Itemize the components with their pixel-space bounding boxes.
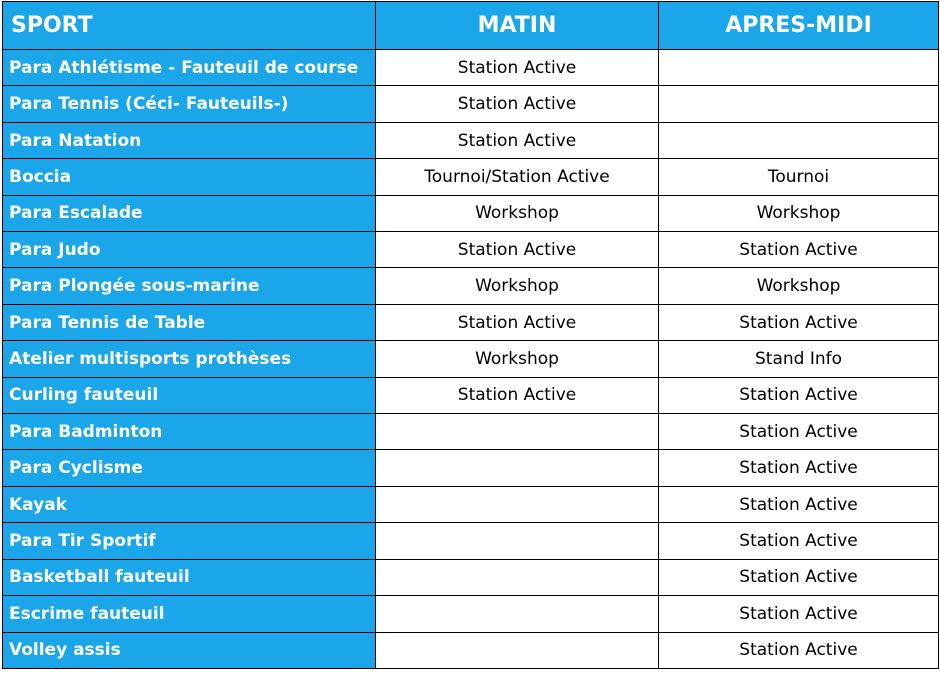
sport-cell: Para Tir Sportif [3, 523, 376, 559]
header-apres-midi: APRES-MIDI [659, 2, 939, 50]
sport-cell: Para Judo [3, 232, 376, 268]
table-row [3, 450, 939, 486]
apres-midi-cell: Station Active [659, 632, 939, 669]
matin-cell: Tournoi/Station Active [376, 159, 659, 195]
table-row [3, 304, 939, 340]
matin-cell: Station Active [376, 377, 659, 413]
apres-midi-cell: Station Active [659, 232, 939, 268]
matin-cell [376, 486, 659, 522]
matin-cell: Station Active [376, 122, 659, 158]
sport-cell: Boccia [3, 159, 376, 195]
apres-midi-cell: Workshop [659, 195, 939, 231]
matin-cell: Station Active [376, 304, 659, 340]
table-row [3, 596, 939, 632]
sport-cell: Volley assis [3, 632, 376, 669]
sport-cell: Para Badminton [3, 414, 376, 450]
matin-cell: Workshop [376, 195, 659, 231]
table-row [3, 268, 939, 304]
table-row [3, 377, 939, 413]
matin-cell: Station Active [376, 50, 659, 86]
apres-midi-cell: Station Active [659, 450, 939, 486]
sport-cell: Basketball fauteuil [3, 559, 376, 595]
sport-cell: Para Athlétisme - Fauteuil de course [3, 50, 376, 86]
apres-midi-cell: Station Active [659, 414, 939, 450]
table-row [3, 50, 939, 86]
apres-midi-cell: Stand Info [659, 341, 939, 377]
matin-cell [376, 450, 659, 486]
apres-midi-cell: Station Active [659, 559, 939, 595]
table-body [3, 50, 939, 669]
matin-cell [376, 414, 659, 450]
matin-cell: Station Active [376, 86, 659, 122]
table-row [3, 341, 939, 377]
matin-cell [376, 596, 659, 632]
table-row [3, 486, 939, 522]
sport-cell: Kayak [3, 486, 376, 522]
header-row [3, 2, 939, 50]
sport-cell: Para Natation [3, 122, 376, 158]
apres-midi-cell: Station Active [659, 596, 939, 632]
matin-cell: Station Active [376, 232, 659, 268]
matin-cell [376, 632, 659, 669]
table-row [3, 523, 939, 559]
matin-cell: Workshop [376, 341, 659, 377]
table-row [3, 414, 939, 450]
sport-cell: Curling fauteuil [3, 377, 376, 413]
header-matin: MATIN [376, 2, 659, 50]
apres-midi-cell: Station Active [659, 523, 939, 559]
apres-midi-cell: Station Active [659, 304, 939, 340]
sport-cell: Para Tennis de Table [3, 304, 376, 340]
apres-midi-cell [659, 50, 939, 86]
apres-midi-cell [659, 86, 939, 122]
header-sport: SPORT [3, 2, 376, 50]
sport-cell: Para Escalade [3, 195, 376, 231]
matin-cell: Workshop [376, 268, 659, 304]
apres-midi-cell: Station Active [659, 377, 939, 413]
matin-cell [376, 523, 659, 559]
schedule-table [2, 1, 939, 669]
sport-cell: Escrime fauteuil [3, 596, 376, 632]
table-row [3, 86, 939, 122]
apres-midi-cell [659, 122, 939, 158]
table-row [3, 122, 939, 158]
sport-cell: Atelier multisports prothèses [3, 341, 376, 377]
sport-cell: Para Plongée sous-marine [3, 268, 376, 304]
table-row [3, 232, 939, 268]
sport-cell: Para Cyclisme [3, 450, 376, 486]
apres-midi-cell: Station Active [659, 486, 939, 522]
table-row [3, 159, 939, 195]
apres-midi-cell: Workshop [659, 268, 939, 304]
table-row [3, 195, 939, 231]
table-row [3, 559, 939, 595]
schedule-table-container [2, 1, 938, 669]
sport-cell: Para Tennis (Céci- Fauteuils-) [3, 86, 376, 122]
apres-midi-cell: Tournoi [659, 159, 939, 195]
table-row [3, 632, 939, 669]
matin-cell [376, 559, 659, 595]
